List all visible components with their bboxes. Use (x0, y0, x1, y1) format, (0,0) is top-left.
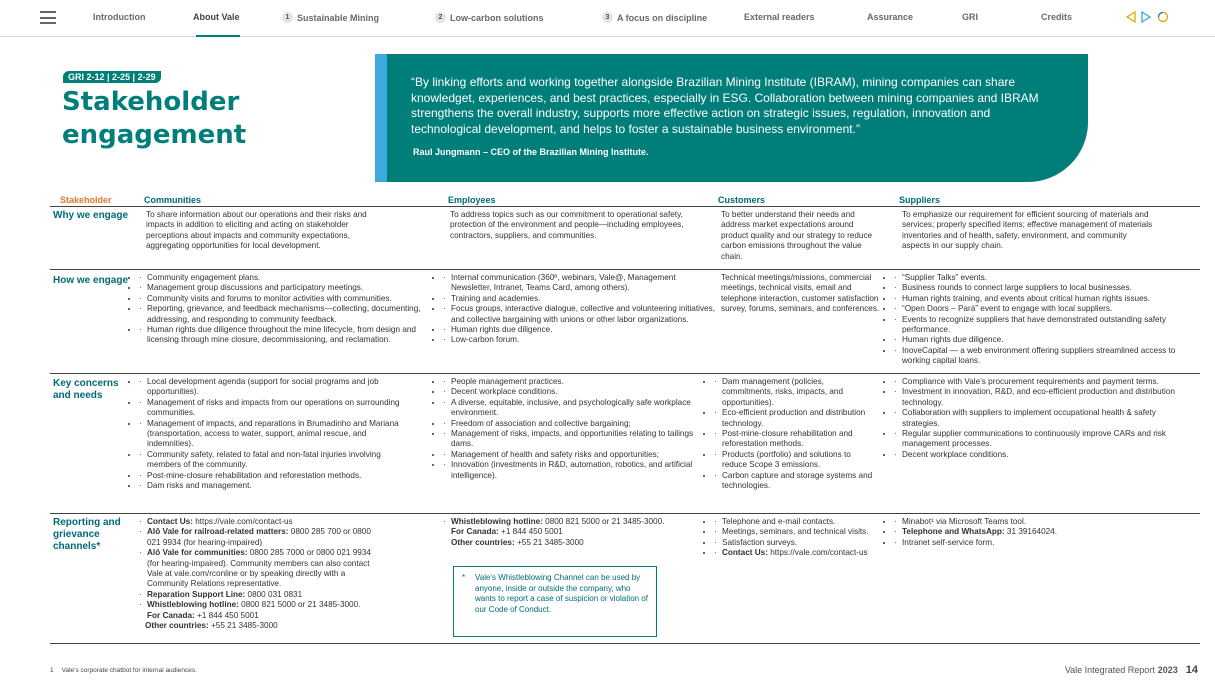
list-item: · • Reporting, grievance, and feedback mechanisms—collecting, documenting, addressing, and responding to community feedback. (139, 304, 439, 325)
whistleblowing-note (453, 566, 657, 637)
list-item: · • Contact Us: https://vale.com/contact-us (714, 548, 894, 558)
list-item: · • Internal communication (360º, webinars, Vale@, Management Newsletter, Intranet, Teams Card, among others). (443, 273, 715, 294)
divider (50, 269, 1200, 270)
other-countries-line: Other countries: +55 21 3485-3000 (145, 621, 278, 631)
row-label-how: How we engage (53, 275, 129, 286)
list-item: · • InoveCapital — a web environment offering suppliers streamlined access to working capital loans. (894, 346, 1194, 367)
page-footer (1065, 664, 1198, 676)
list-item: · Whistleblowing hotline: 0800 821 5000 or 21 3485-3000. (443, 517, 703, 527)
cell-how-suppliers (894, 273, 1194, 367)
list-item: · • Post-mine-closure rehabilitation and reforestation methods. (139, 471, 401, 481)
header-suppliers: Suppliers (899, 195, 941, 205)
list-item: · • Eco-efficient production and distribution technology. (714, 408, 874, 429)
report-name: Vale Integrated Report (1064, 665, 1155, 675)
refresh-icon[interactable] (1157, 11, 1169, 23)
list-item: · • Dam risks and management. (139, 481, 401, 491)
cell-why-employees: To address topics such as our commitment to operational safety, protection of the environment and people—including employees, contractors, suppliers, and communities. (450, 210, 684, 240)
list-item: · • Post-mine-closure rehabilitation and reforestation methods. (714, 429, 874, 450)
note-asterisk: * (462, 573, 466, 582)
previous-page-icon[interactable] (1125, 11, 1137, 23)
active-tab-indicator (196, 35, 240, 37)
divider (50, 206, 1200, 207)
list-item: · • Human rights due diligence. (443, 325, 715, 335)
list-item: · • Minabot¹ via Microsoft Teams tool. (894, 517, 1114, 527)
header-customers: Customers (718, 195, 766, 205)
header-communities: Communities (144, 195, 202, 205)
list-item: · • Carbon capture and storage systems and technologies. (714, 471, 874, 492)
list-item: · • Training and academies. (443, 294, 715, 304)
header-stakeholder: Stakeholder (60, 195, 112, 205)
list-item: · • Telephone and e-mail contacts. (714, 517, 894, 527)
list-item: · • Management of risks, impacts, and opportunities relating to tailings dams. (443, 429, 705, 450)
menu-icon[interactable] (40, 11, 56, 24)
nav-sustainable-mining[interactable]: 1 Sustainable Mining (282, 12, 379, 23)
list-item: · • Events to recognize suppliers that have demonstrated outstanding safety performance. (894, 315, 1194, 336)
list-item: · • Low-carbon forum. (443, 335, 715, 345)
table-bottom-border (50, 643, 1200, 644)
list-item: · • Decent workplace conditions. (443, 387, 705, 397)
cell-why-customers: To better understand their needs and address market expectations around product quality and our strategy to reduce carbon emissions throughout the value chain. (721, 210, 873, 261)
list-item: · • Collaboration with suppliers to implement occupational health & safety strategies. (894, 408, 1194, 429)
list-item: · • Human rights due diligence. (894, 335, 1194, 345)
page-number: 14 (1185, 664, 1198, 676)
list-item: · • Freedom of association and collective bargaining; (443, 419, 705, 429)
list-item: · • Intranet self-service form. (894, 538, 1114, 548)
nav-external-readers[interactable]: External readers (744, 12, 815, 22)
list-item: · Reparation Support Line: 0800 031 0831 (139, 590, 379, 600)
cell-reporting-communities (139, 517, 379, 631)
list-item: · • Compliance with Vale’s procurement requirements and payment terms. (894, 377, 1194, 387)
list-item: · • Management of impacts, and reparations in Brumadinho and Mariana (transportation, access to water, support, animal rescue, and indemnities). (139, 419, 401, 450)
header-employees: Employees (448, 195, 496, 205)
list-item: · • “Open Doors – Pará” event to engage with local suppliers. (894, 304, 1194, 314)
other-countries-line: Other countries: +55 21 3485-3000 (451, 537, 584, 547)
list-item: · • Management of risks and impacts from our operations on surrounding communities. (139, 398, 401, 419)
list-item: · • Human rights due diligence throughout the mine lifecycle, from design and licensing through mine closure, decommissioning, and reclamation. (139, 325, 439, 346)
cell-how-employees (443, 273, 715, 346)
list-item: · • A diverse, equitable, inclusive, and psychologically safe workplace environment. (443, 398, 705, 419)
note-text: Vale’s Whistleblowing Channel can be used by anyone, inside or outside the company, who wants to report a case of suspicion or violation of our Code of Conduct. (475, 573, 648, 614)
canada-line: For Canada: +1 844 450 5001 (147, 610, 259, 620)
next-page-icon[interactable] (1140, 11, 1152, 23)
list-item: · • Satisfaction surveys. (714, 538, 894, 548)
divider (50, 373, 1200, 374)
list-item: · • Products (portfolio) and solutions to reduce Scope 3 emissions. (714, 450, 874, 471)
list-item: · • Community safety, related to fatal and non-fatal injuries involving members of the community. (139, 450, 401, 471)
list-item: · • Innovation (investments in R&D, automation, robotics, and artificial intelligence). (443, 460, 705, 481)
page-title: Stakeholder engagement (62, 87, 247, 150)
list-item: · • Local development agenda (support for social programs and job opportunities). (139, 377, 401, 398)
nav-gri[interactable]: GRI (962, 12, 979, 22)
row-label-why: Why we engage (53, 210, 129, 221)
quote-author: Raul Jungmann – CEO of the Brazilian Mining Institute. (413, 147, 649, 157)
list-item: · • Community visits and forums to monitor activities with communities. (139, 294, 439, 304)
nav-credits[interactable]: Credits (1041, 12, 1073, 22)
cell-reporting-employees (443, 517, 703, 548)
cell-reporting-customers (714, 517, 894, 559)
quote-accent-bar (375, 54, 387, 182)
list-item: · • Focus groups, interactive dialogue, collective and volunteering initiatives, and collective bargaining with unions or other labor organizations. (443, 304, 715, 325)
cell-concerns-communities (139, 377, 401, 491)
cell-why-suppliers: To emphasize our requirement for efficient sourcing of materials and services; properly specified items; effective management of materials inventories and of health, safety, environment, and community aspects in our supply chain. (902, 210, 1153, 251)
cell-why-communities: To share information about our operations and their risks and impacts in addition to eliciting and acting on stakeholder perceptions about impacts and community expectations, aggregating opportunities for local development. (146, 210, 367, 251)
cell-concerns-suppliers (894, 377, 1194, 460)
list-item: · • Human rights training, and events about critical human rights issues. (894, 294, 1194, 304)
list-item: · • Management group discussions and participatory meetings. (139, 283, 439, 293)
list-item: · • Dam management (policies, commitments, risks, impacts, and opportunities). (714, 377, 874, 408)
quote-box (375, 54, 1088, 182)
footnote: 1 Vale’s corporate chatbot for internal audiences. (50, 667, 197, 674)
list-item: · • Meetings, seminars, and technical visits. (714, 527, 894, 537)
report-year: 2023 (1157, 665, 1178, 675)
top-navigation (0, 0, 1215, 37)
list-item: · • Telephone and WhatsApp: 31 39164024. (894, 527, 1114, 537)
list-item: · • People management practices. (443, 377, 705, 387)
row-label-reporting: Reporting and grievance channels* (53, 517, 121, 552)
list-item: · • Decent workplace conditions. (894, 450, 1194, 460)
nav-focus-discipline[interactable]: 3 A focus on discipline (602, 12, 707, 23)
list-item: · • Investment in innovation, R&D, and eco-efficient production and distribution technology. (894, 387, 1194, 408)
cell-how-communities (139, 273, 439, 346)
list-item: · Whistleblowing hotline: 0800 821 5000 or 21 3485-3000. (139, 600, 379, 610)
cell-how-customers: Technical meetings/missions, commercial meetings, technical visits, email and telephone interaction, customer satisfaction survey, forums, seminars, and conferences. (721, 273, 880, 314)
nav-low-carbon[interactable]: 2 Low-carbon solutions (435, 12, 544, 23)
list-item: · Alô Vale for communities: 0800 285 7000 or 0800 021 9934 (for hearing-impaired). Community members can also contact Vale at vale.com/rconline or by speaking directly with a Community Relations representative. (139, 548, 379, 590)
row-label-concerns: Key concerns and needs (53, 378, 119, 401)
gri-tag: GRI 2-12 | 2-25 | 2-29 (63, 71, 161, 83)
nav-about-vale[interactable]: About Vale (193, 12, 240, 22)
divider (50, 513, 1200, 514)
cell-concerns-customers (714, 377, 874, 491)
nav-introduction[interactable]: Introduction (93, 12, 146, 22)
list-item: · • Regular supplier communications to continuously improve CARs and risk management processes. (894, 429, 1194, 450)
list-item: · • Community engagement plans. (139, 273, 439, 283)
list-item: · Alô Vale for railroad-related matters: 0800 285 700 or 0800 021 9934 (for hearing-impaired) (139, 527, 379, 548)
cell-concerns-employees (443, 377, 705, 481)
list-item: · • “Supplier Talks” events. (894, 273, 1194, 283)
cell-reporting-suppliers (894, 517, 1114, 548)
quote-text: “By linking efforts and working together alongside Brazilian Mining Institute (IBRAM), mining companies can share knowledget, experiences, and best practices, especially in ESG. Collaboration between mining companies and IBRAM strengthens the overall industry, supports more effective action on strategic issues, regulation, innovation and technological development, and helps to foster a sustainable business environment.” (411, 75, 1039, 136)
list-item: · • Business rounds to connect large suppliers to local businesses. (894, 283, 1194, 293)
list-item: · Contact Us: https://vale.com/contact-us (139, 517, 379, 527)
list-item: · • Management of health and safety risks and opportunities; (443, 450, 705, 460)
canada-line: For Canada: +1 844 450 5001 (451, 527, 563, 537)
nav-assurance[interactable]: Assurance (867, 12, 914, 22)
